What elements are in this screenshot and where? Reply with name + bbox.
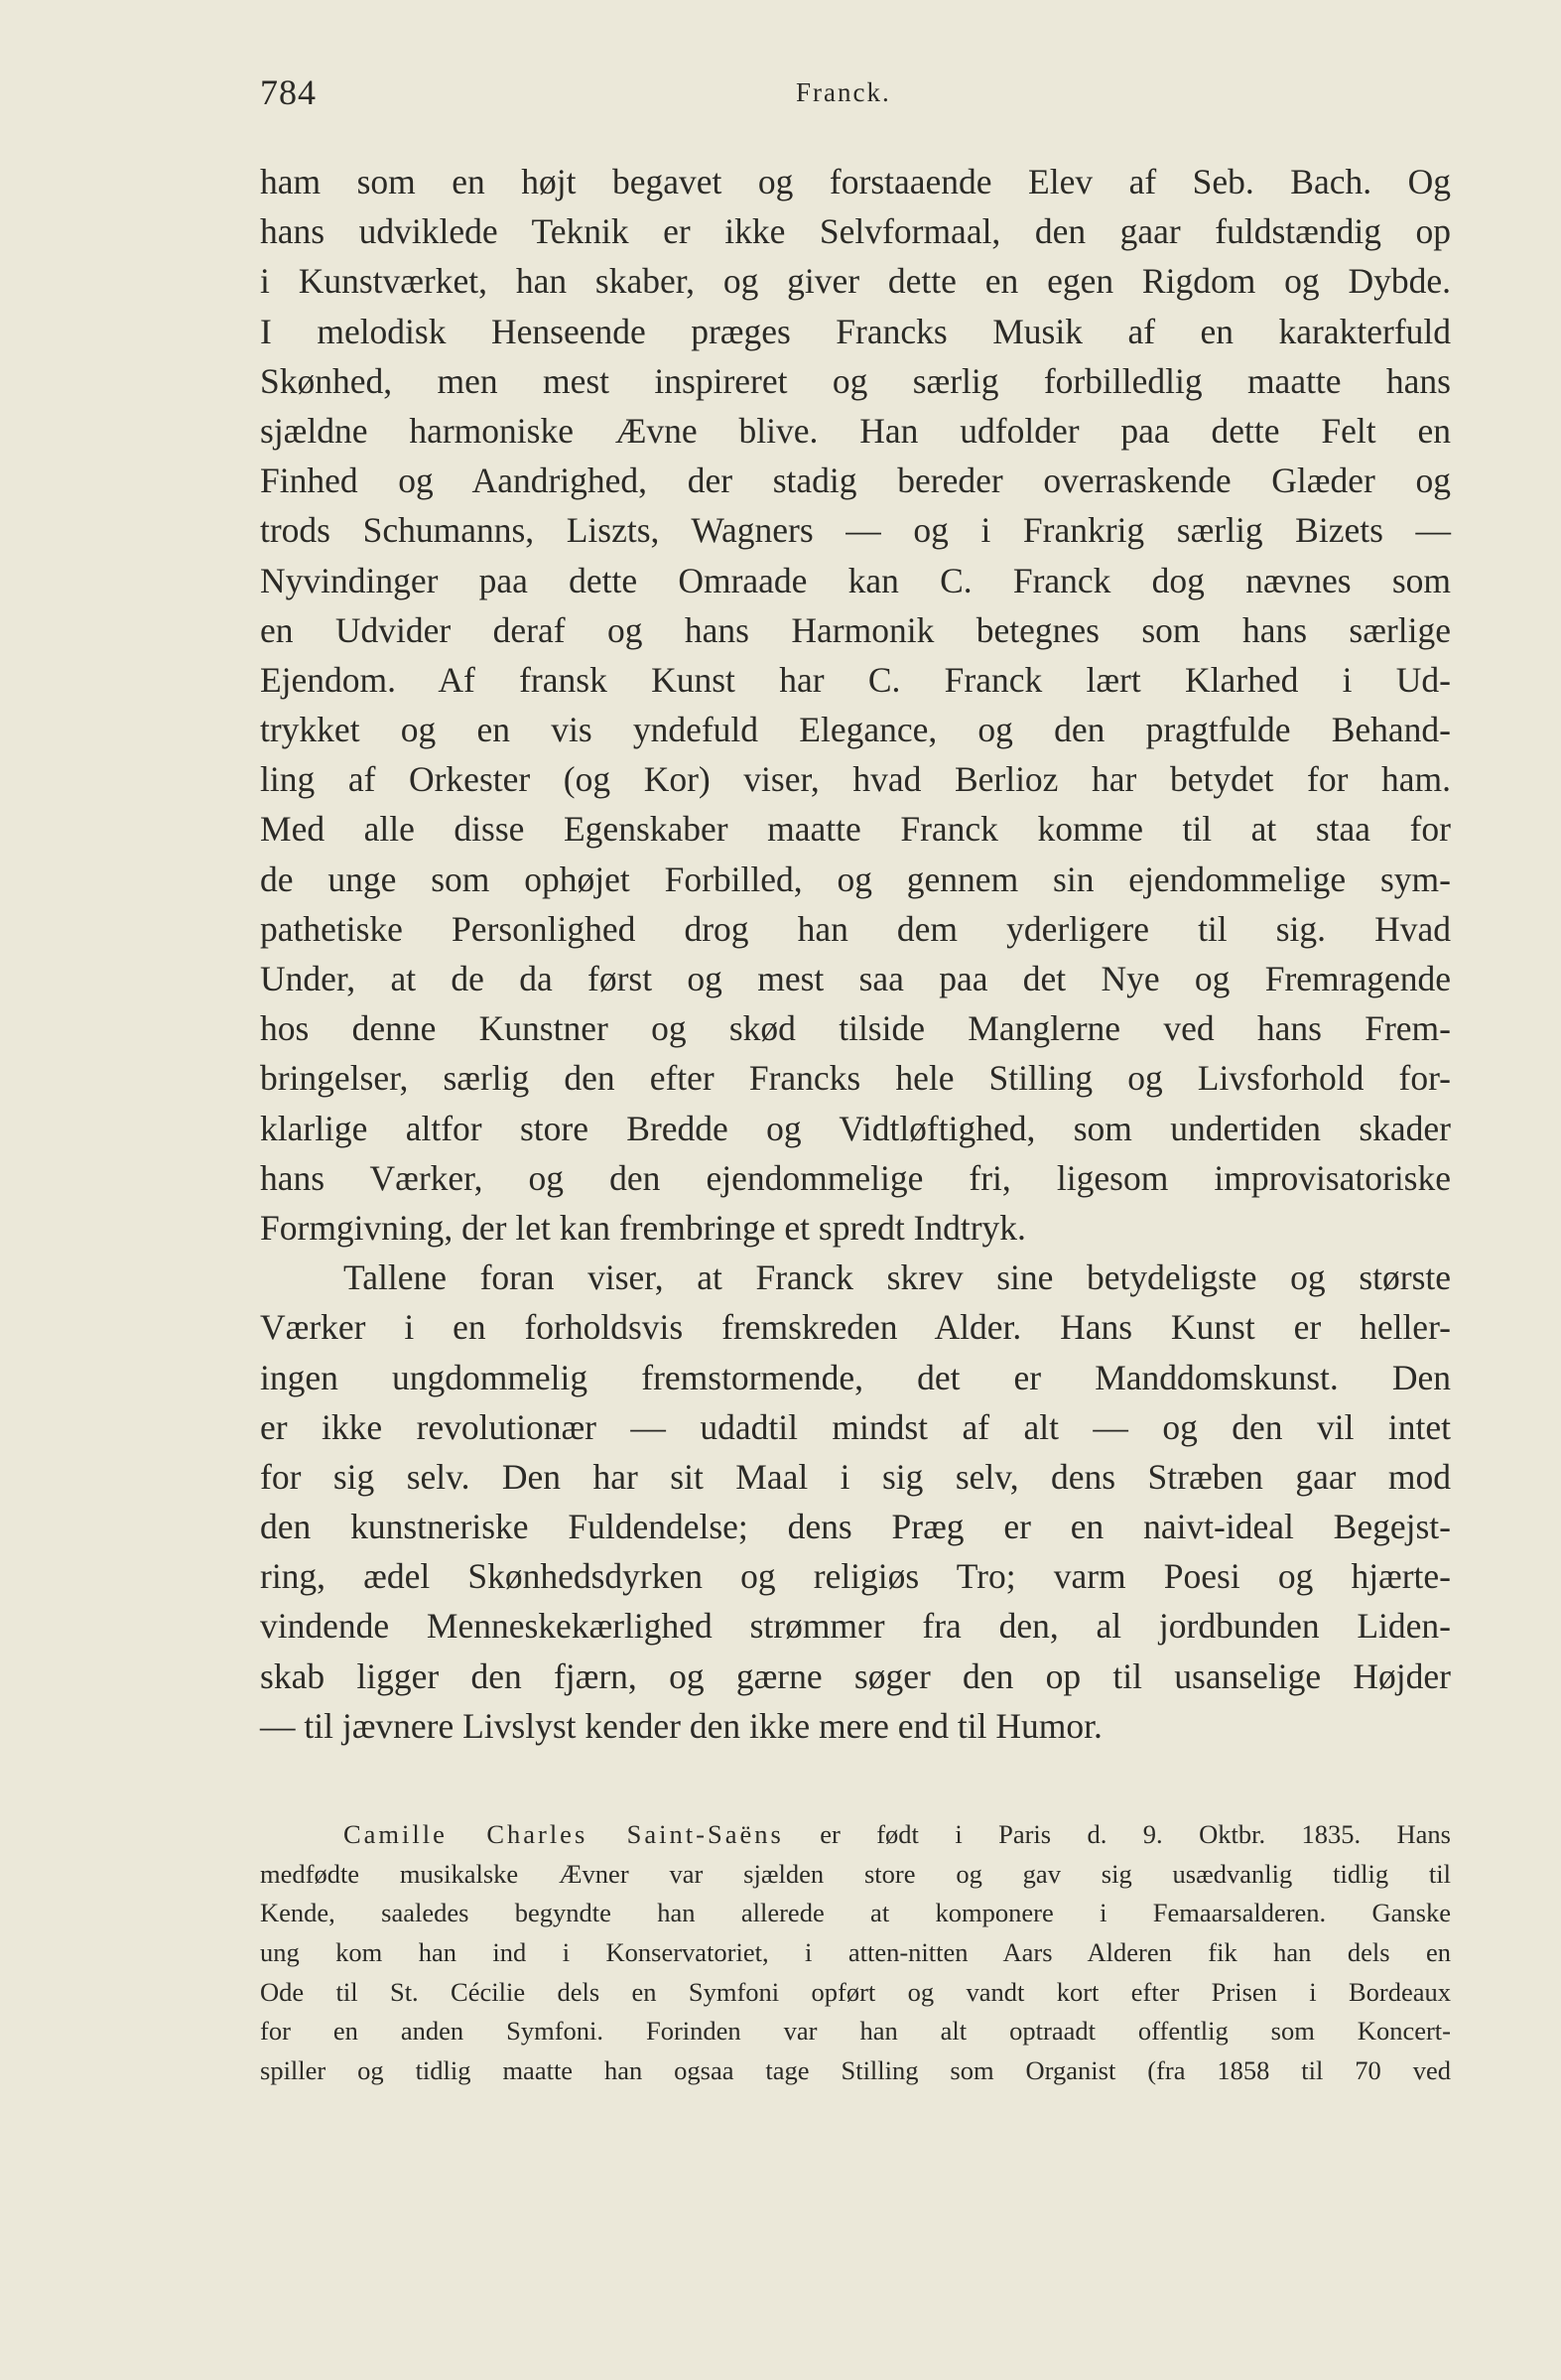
footnote-line: medfødte musikalske Ævner var sjælden store og gav sig usædvanlig tidlig til (260, 1858, 1451, 1889)
text-line: Nyvindinger paa dette Omraade kan C. Franck dog nævnes som (260, 560, 1451, 600)
footnote-line: Kende, saaledes begyndte han allerede at komponere i Femaarsalderen. Ganske (260, 1898, 1451, 1928)
footnote-line: Ode til St. Cécilie dels en Symfoni opført og vandt kort efter Prisen i Bordeaux (260, 1976, 1451, 2007)
header-title: Franck. (796, 77, 891, 107)
footnote-line: spiller og tidlig maatte han ogsaa tage Stilling som Organist (fra 1858 til 70 ved (260, 2055, 1451, 2086)
text-line: hos denne Kunstner og skød tilside Manglerne ved hans Frem- (260, 1008, 1451, 1049)
text-line: ring, ædel Skønhedsdyrken og religiøs Tro; varm Poesi og hjærte- (260, 1556, 1451, 1597)
footnote (260, 1815, 1451, 2091)
text-line: ingen ungdommelig fremstormende, det er Manddomskunst. Den (260, 1357, 1451, 1397)
text-line: Værker i en forholdsvis fremskreden Alder. Hans Kunst er heller- (260, 1307, 1451, 1348)
footnote-line: for en anden Symfoni. Forinden var han alt optraadt offentlig som Koncert- (260, 2016, 1451, 2047)
footnote-line (260, 1815, 1451, 1855)
text-line: trykket og en vis yndefuld Elegance, og den pragtfulde Behand- (260, 710, 1451, 750)
text-line: Finhed og Aandrighed, der stadig bereder overraskende Glæder og (260, 461, 1451, 501)
text-line: Tallene foran viser, at Franck skrev sine betydeligste og største (343, 1257, 1451, 1298)
text-line: hans Værker, og den ejendommelige fri, ligesom improvisatoriske (260, 1157, 1451, 1198)
footnote-line-text: er født i Paris d. 9. Oktbr. 1835. Hans (783, 1819, 1451, 1849)
text-line: Under, at de da først og mest saa paa det Nye og Fremragende (260, 959, 1451, 998)
text-line: er ikke revolutionær — udadtil mindst af alt — og den vil intet (260, 1406, 1451, 1447)
text-line: de unge som ophøjet Forbilled, og gennem sin ejendommelige sym- (260, 859, 1451, 899)
text-line: bringelser, særlig den efter Francks hele Stilling og Livsforhold for- (260, 1058, 1451, 1099)
text-line: vindende Menneskekærlighed strømmer fra den, al jordbunden Liden- (260, 1606, 1451, 1647)
footnote-person-name: Camille Charles Saint-Saëns (343, 1819, 784, 1849)
footnote-line: ung kom han ind i Konservatoriet, i atten-nitten Aars Alderen fik han dels en (260, 1937, 1451, 1968)
body-text (260, 157, 1451, 1751)
text-line: ham som en højt begavet og forstaaende Elev af Seb. Bach. Og (260, 162, 1451, 201)
text-line: ling af Orkester (og Kor) viser, hvad Berlioz har betydet for ham. (260, 759, 1451, 800)
text-line: Ejendom. Af fransk Kunst har C. Franck lært Klarhed i Ud- (260, 659, 1451, 700)
text-line: sjældne harmoniske Ævne blive. Han udfolder paa dette Felt en (260, 410, 1451, 451)
text-line: den kunstneriske Fuldendelse; dens Præg er en naivt-ideal Begejst- (260, 1507, 1451, 1547)
text-line: I melodisk Henseende præges Francks Musik af en karakterfuld (260, 311, 1451, 351)
text-line: Formgivning, der let kan frembringe et spredt Indtryk. (260, 1207, 1026, 1248)
text-line: pathetiske Personlighed drog han dem yderligere til sig. Hvad (260, 908, 1451, 949)
text-line: Med alle disse Egenskaber maatte Franck komme til at staa for (260, 809, 1451, 850)
text-line: for sig selv. Den har sit Maal i sig selv, dens Stræben gaar mod (260, 1456, 1451, 1497)
running-head (260, 71, 1451, 111)
text-line: i Kunstværket, han skaber, og giver dette en egen Rigdom og Dybde. (260, 261, 1451, 302)
text-line: hans udviklede Teknik er ikke Selvformaal, den gaar fuldstændig op (260, 211, 1451, 252)
text-line: trods Schumanns, Liszts, Wagners — og i Frankrig særlig Bizets — (260, 510, 1451, 551)
page-number: 784 (260, 72, 317, 112)
text-line: Skønhed, men mest inspireret og særlig forbilledlig maatte hans (260, 360, 1451, 401)
text-line: skab ligger den fjærn, og gærne søger den op til usanselige Højder (260, 1655, 1451, 1696)
text-line: — til jævnere Livslyst kender den ikke mere end til Humor. (260, 1705, 1103, 1746)
text-line: klarlige altfor store Bredde og Vidtløftighed, som undertiden skader (260, 1108, 1451, 1148)
text-line: en Udvider deraf og hans Harmonik betegnes som hans særlige (260, 609, 1451, 650)
